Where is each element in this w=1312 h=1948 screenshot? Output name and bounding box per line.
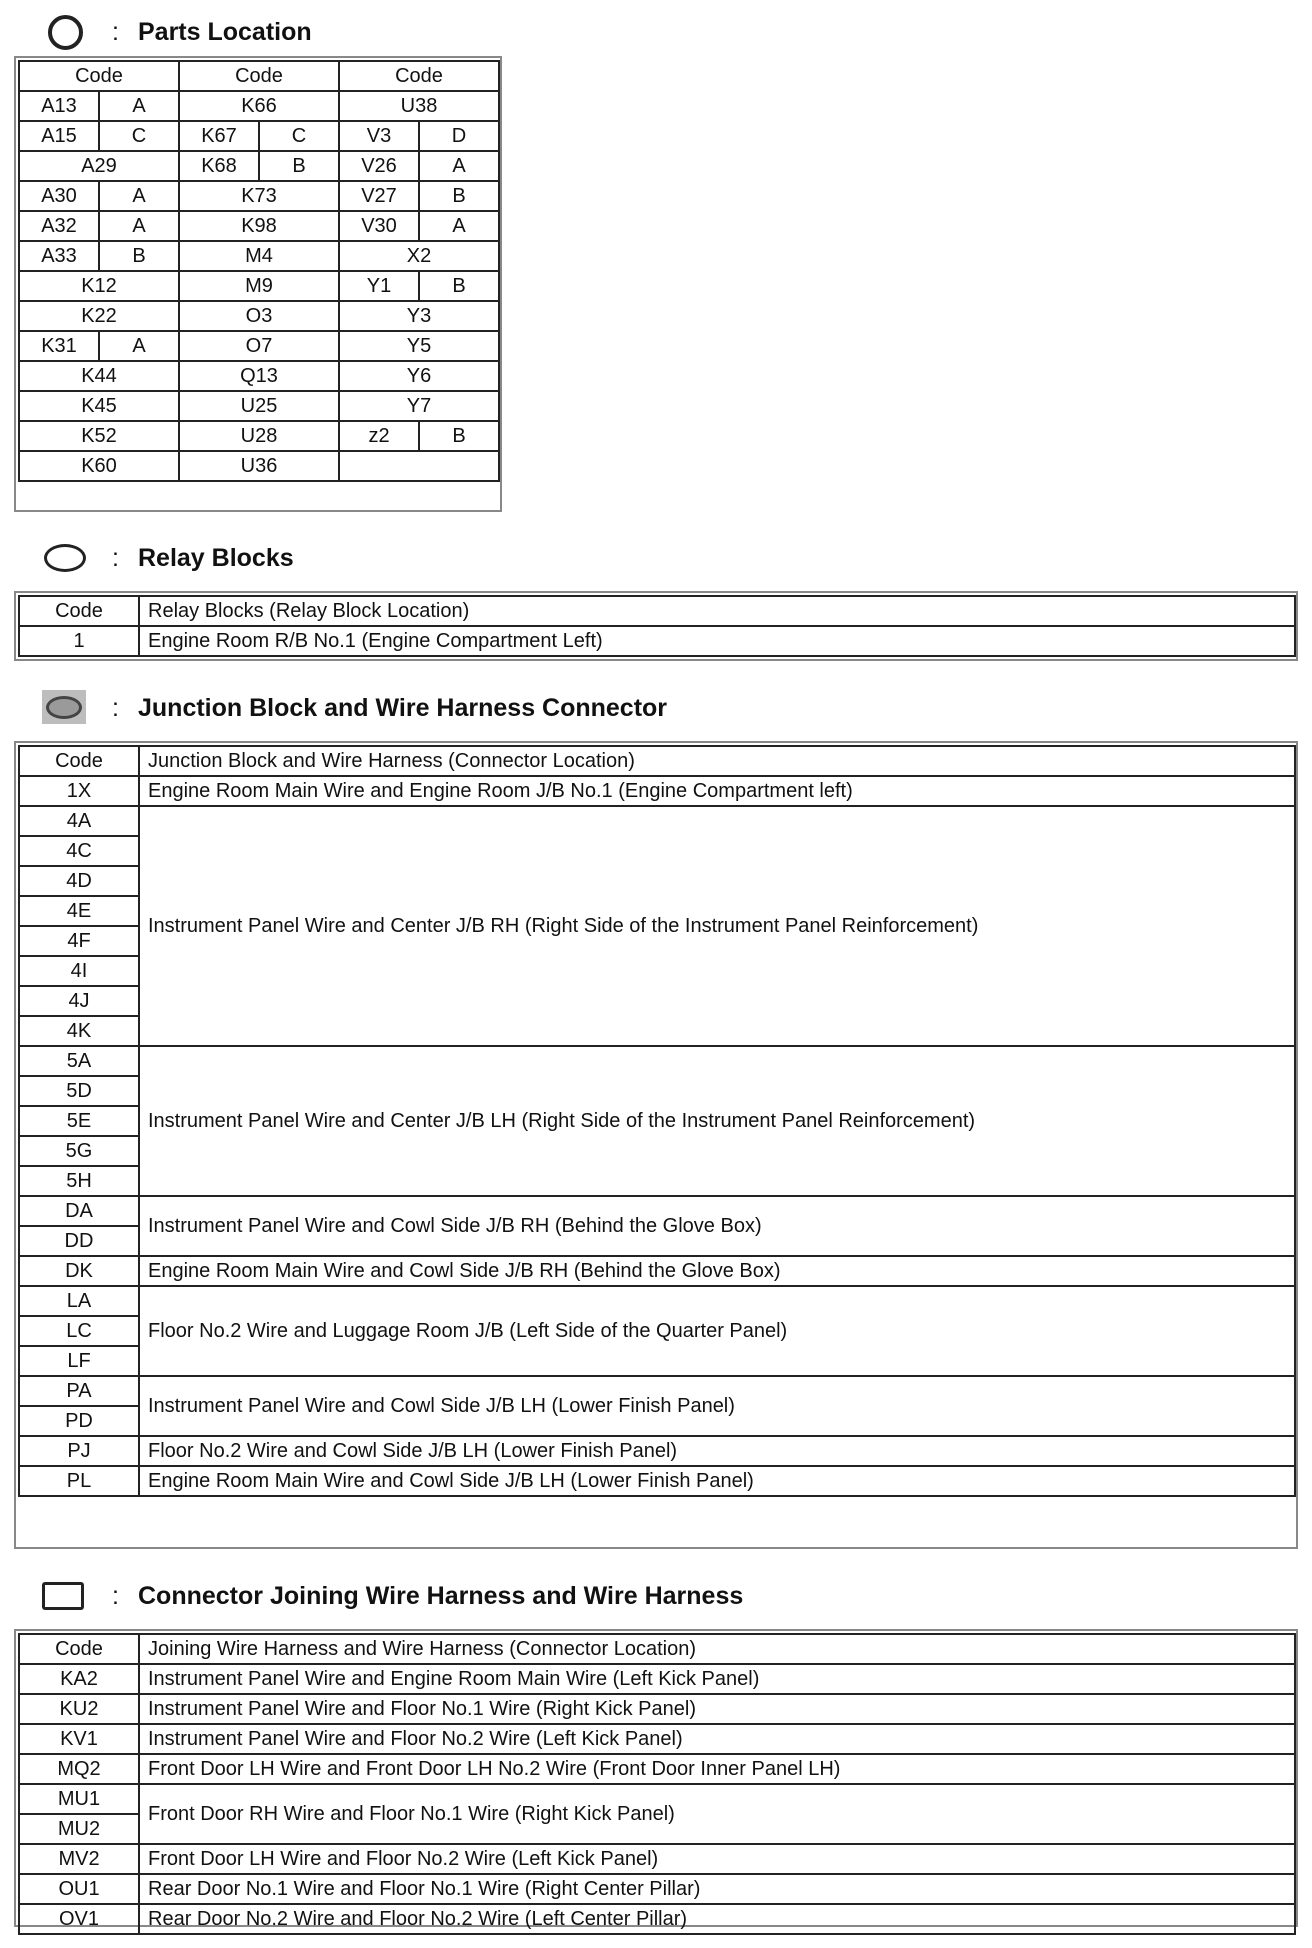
part-code: A29 (19, 151, 179, 181)
section-title: Connector Joining Wire Harness and Wire Harness (138, 1581, 744, 1610)
parts-location-table (18, 60, 500, 482)
table-row (19, 391, 499, 421)
part-variant: B (419, 421, 499, 451)
connector-description: Instrument Panel Wire and Cowl Side J/B LH (Lower Finish Panel) (139, 1376, 1295, 1436)
part-variant: D (419, 121, 499, 151)
column-header: Code (19, 61, 179, 91)
connector-description: Instrument Panel Wire and Floor No.1 Wire (Right Kick Panel) (139, 1694, 1295, 1724)
part-code: Q13 (179, 361, 339, 391)
connector-code: 5E (19, 1106, 139, 1136)
connector-description: Rear Door No.2 Wire and Floor No.2 Wire (Left Center Pillar) (139, 1904, 1295, 1934)
table-row (19, 1664, 1295, 1694)
part-code: U28 (179, 421, 339, 451)
part-code: K52 (19, 421, 179, 451)
table-header-row (19, 746, 1295, 776)
part-code: A13 (19, 91, 99, 121)
section-title: Parts Location (138, 17, 312, 46)
connector-code: PD (19, 1406, 139, 1436)
table-row (19, 301, 499, 331)
table-row (19, 806, 1295, 836)
column-header: Code (179, 61, 339, 91)
connector-code: 5H (19, 1166, 139, 1196)
part-code: Y3 (339, 301, 499, 331)
connector-code: LA (19, 1286, 139, 1316)
connector-code: PA (19, 1376, 139, 1406)
connector-code: 4K (19, 1016, 139, 1046)
table-row (19, 1286, 1295, 1316)
table-row (19, 1196, 1295, 1226)
part-code: U38 (339, 91, 499, 121)
table-row (19, 151, 499, 181)
table-row (19, 1784, 1295, 1814)
connector-description: Instrument Panel Wire and Center J/B LH (Right Side of the Instrument Panel Reinforcement) (139, 1046, 1295, 1196)
connector-code: LF (19, 1346, 139, 1376)
connector-description: Floor No.2 Wire and Cowl Side J/B LH (Lower Finish Panel) (139, 1436, 1295, 1466)
part-code: A30 (19, 181, 99, 211)
part-code: K31 (19, 331, 99, 361)
column-header: Code (19, 1634, 139, 1664)
part-variant: A (99, 211, 179, 241)
junction-block-heading (42, 690, 667, 726)
part-code: A33 (19, 241, 99, 271)
table-row (19, 1436, 1295, 1466)
table-row (19, 1844, 1295, 1874)
part-variant: C (259, 121, 339, 151)
connector-code: PJ (19, 1436, 139, 1466)
table-row (19, 181, 499, 211)
table-row (19, 1694, 1295, 1724)
part-variant: A (99, 181, 179, 211)
table-row (19, 211, 499, 241)
relay-blocks-table (18, 595, 1296, 657)
oval-icon (42, 540, 112, 576)
part-code: U25 (179, 391, 339, 421)
rectangle-icon (42, 1578, 112, 1614)
part-variant: B (419, 271, 499, 301)
part-variant: C (99, 121, 179, 151)
table-row (19, 421, 499, 451)
part-code: K44 (19, 361, 179, 391)
part-code: M4 (179, 241, 339, 271)
table-row (19, 91, 499, 121)
connector-code: DK (19, 1256, 139, 1286)
junction-block-table (18, 745, 1296, 1497)
connector-description: Engine Room Main Wire and Cowl Side J/B LH (Lower Finish Panel) (139, 1466, 1295, 1496)
connector-description: Front Door LH Wire and Front Door LH No.2 Wire (Front Door Inner Panel LH) (139, 1754, 1295, 1784)
part-code: M9 (179, 271, 339, 301)
column-header: Code (339, 61, 499, 91)
connector-description: Front Door LH Wire and Floor No.2 Wire (Left Kick Panel) (139, 1844, 1295, 1874)
part-code: K45 (19, 391, 179, 421)
section-title: Junction Block and Wire Harness Connector (138, 693, 668, 722)
connector-code: PL (19, 1466, 139, 1496)
part-variant: B (259, 151, 339, 181)
heading-colon: : (112, 543, 119, 572)
connector-code: 4D (19, 866, 139, 896)
connector-description: Front Door RH Wire and Floor No.1 Wire (Right Kick Panel) (139, 1784, 1295, 1844)
connector-code: KV1 (19, 1724, 139, 1754)
connector-code: 5D (19, 1076, 139, 1106)
connector-code: KU2 (19, 1694, 139, 1724)
part-code: K68 (179, 151, 259, 181)
table-row (19, 1256, 1295, 1286)
part-code: X2 (339, 241, 499, 271)
connector-code: 4I (19, 956, 139, 986)
part-code: V26 (339, 151, 419, 181)
connector-code: MQ2 (19, 1754, 139, 1784)
part-code: O3 (179, 301, 339, 331)
part-variant: B (419, 181, 499, 211)
connector-code: 1 (19, 626, 139, 656)
connector-description: Engine Room Main Wire and Engine Room J/B No.1 (Engine Compartment left) (139, 776, 1295, 806)
connector-code: 4A (19, 806, 139, 836)
connector-description: Instrument Panel Wire and Engine Room Main Wire (Left Kick Panel) (139, 1664, 1295, 1694)
table-row (19, 1874, 1295, 1904)
gray-oval-icon (42, 690, 112, 726)
column-header: Junction Block and Wire Harness (Connector Location) (139, 746, 1295, 776)
part-code: V27 (339, 181, 419, 211)
column-header: Relay Blocks (Relay Block Location) (139, 596, 1295, 626)
part-code: z2 (339, 421, 419, 451)
part-code: K73 (179, 181, 339, 211)
table-header-row (19, 1634, 1295, 1664)
table-row (19, 361, 499, 391)
joining-connector-heading (42, 1578, 743, 1614)
table-row (19, 626, 1295, 656)
table-row (19, 241, 499, 271)
connector-description: Engine Room Main Wire and Cowl Side J/B RH (Behind the Glove Box) (139, 1256, 1295, 1286)
connector-description: Instrument Panel Wire and Center J/B RH (Right Side of the Instrument Panel Reinforcement) (139, 806, 1295, 1046)
part-variant: A (419, 151, 499, 181)
table-row (19, 1904, 1295, 1934)
relay-blocks-heading (42, 540, 294, 576)
table-row (19, 1046, 1295, 1076)
part-code: Y7 (339, 391, 499, 421)
connector-code: DA (19, 1196, 139, 1226)
connector-code: 5G (19, 1136, 139, 1166)
connector-description: Instrument Panel Wire and Cowl Side J/B RH (Behind the Glove Box) (139, 1196, 1295, 1256)
column-header: Code (19, 746, 139, 776)
connector-code: LC (19, 1316, 139, 1346)
part-code: U36 (179, 451, 339, 481)
circle-icon (42, 14, 112, 50)
part-variant: A (419, 211, 499, 241)
table-row (19, 1466, 1295, 1496)
connector-code: DD (19, 1226, 139, 1256)
table-row (19, 331, 499, 361)
connector-code: MU1 (19, 1784, 139, 1814)
part-code: O7 (179, 331, 339, 361)
connector-code: MV2 (19, 1844, 139, 1874)
part-code: K98 (179, 211, 339, 241)
table-row (19, 271, 499, 301)
connector-code: KA2 (19, 1664, 139, 1694)
section-title: Relay Blocks (138, 543, 294, 572)
parts-location-heading (42, 14, 312, 50)
part-code: V30 (339, 211, 419, 241)
table-header-row (19, 596, 1295, 626)
connector-code: 4F (19, 926, 139, 956)
part-code: K22 (19, 301, 179, 331)
connector-code: MU2 (19, 1814, 139, 1844)
connector-description: Rear Door No.1 Wire and Floor No.1 Wire (Right Center Pillar) (139, 1874, 1295, 1904)
connector-code: 5A (19, 1046, 139, 1076)
part-code: K66 (179, 91, 339, 121)
table-row (19, 121, 499, 151)
table-row (19, 1376, 1295, 1406)
part-variant: A (99, 91, 179, 121)
part-variant: B (99, 241, 179, 271)
part-code: V3 (339, 121, 419, 151)
table-row (19, 776, 1295, 806)
connector-code: OU1 (19, 1874, 139, 1904)
connector-description: Engine Room R/B No.1 (Engine Compartment Left) (139, 626, 1295, 656)
connector-code: 1X (19, 776, 139, 806)
table-row (19, 451, 499, 481)
part-code: A15 (19, 121, 99, 151)
part-code: A32 (19, 211, 99, 241)
table-row (19, 1754, 1295, 1784)
joining-connector-table (18, 1633, 1296, 1935)
connector-description: Instrument Panel Wire and Floor No.2 Wire (Left Kick Panel) (139, 1724, 1295, 1754)
connector-description: Floor No.2 Wire and Luggage Room J/B (Left Side of the Quarter Panel) (139, 1286, 1295, 1376)
part-code: K12 (19, 271, 179, 301)
table-row (19, 1724, 1295, 1754)
part-code: K60 (19, 451, 179, 481)
table-header-row (19, 61, 499, 91)
connector-code: OV1 (19, 1904, 139, 1934)
part-code: Y1 (339, 271, 419, 301)
part-code (339, 451, 499, 481)
connector-code: 4C (19, 836, 139, 866)
column-header: Code (19, 596, 139, 626)
connector-code: 4J (19, 986, 139, 1016)
part-code: K67 (179, 121, 259, 151)
heading-colon: : (112, 17, 119, 46)
connector-code: 4E (19, 896, 139, 926)
column-header: Joining Wire Harness and Wire Harness (Connector Location) (139, 1634, 1295, 1664)
part-code: Y6 (339, 361, 499, 391)
heading-colon: : (112, 693, 119, 722)
part-code: Y5 (339, 331, 499, 361)
part-variant: A (99, 331, 179, 361)
heading-colon: : (112, 1581, 119, 1610)
